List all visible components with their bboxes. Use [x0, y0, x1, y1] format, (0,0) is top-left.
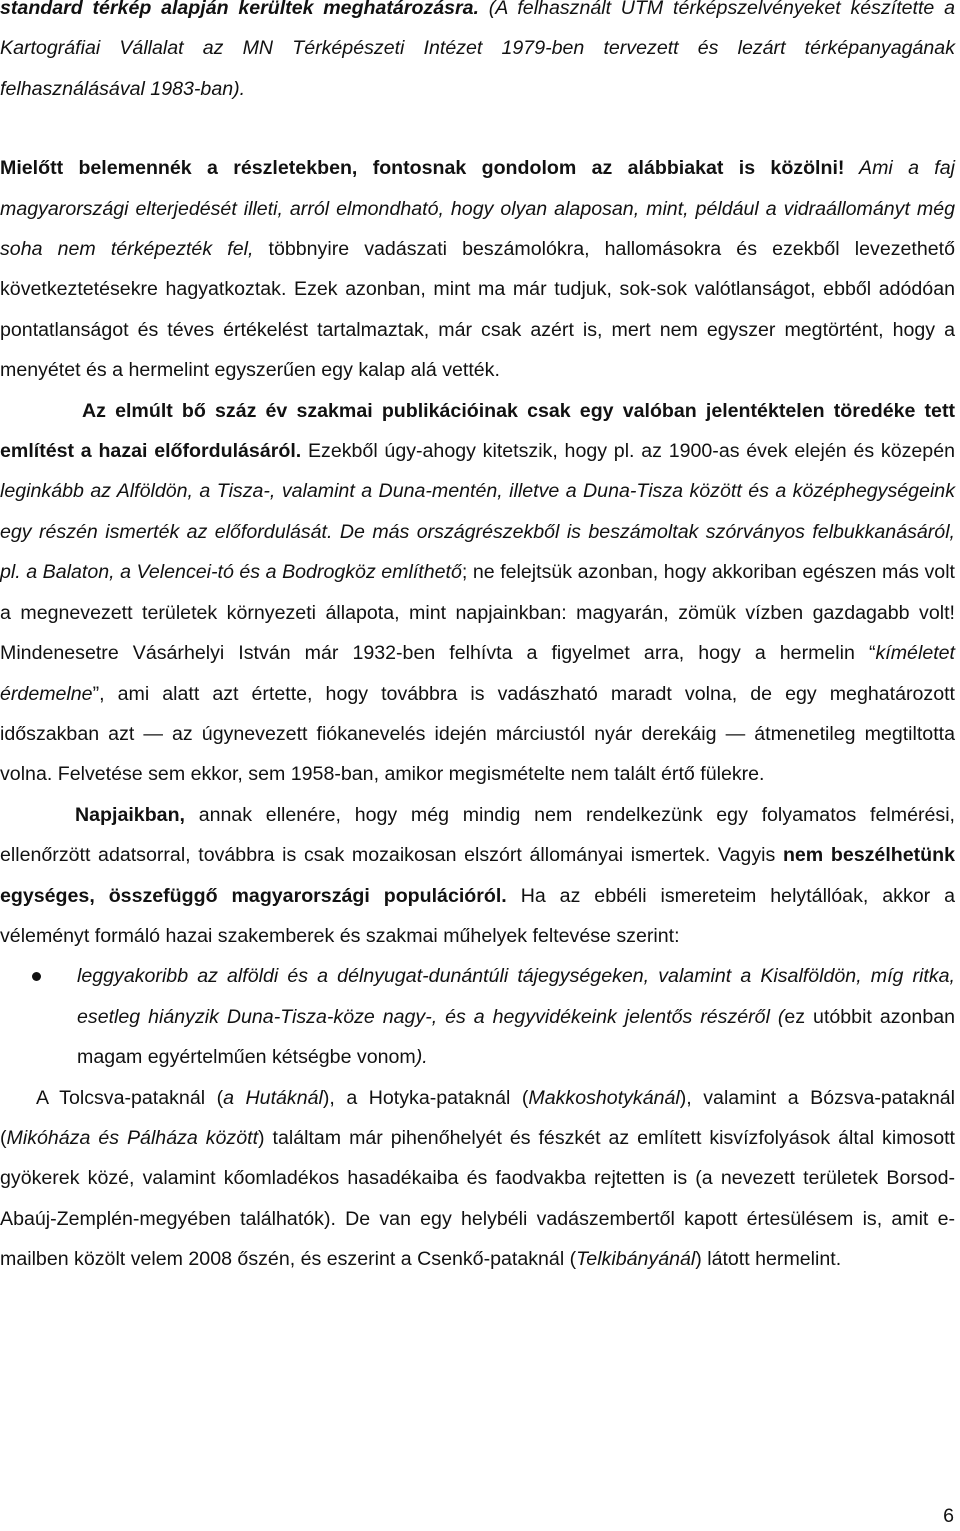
body-text: ”, ami alatt azt értette, hogy továbbra is vadászható maradt volna, de egy meghatározott időszakban azt — az úgynevezett fiókanevelés idején márciustól nyár derekáig — átmenetileg megtiltotta volna. Felvetése sem ekkor, sem 1958-ban, amikor megismételte nem talált értő fülekre. — [0, 682, 955, 786]
bold-italic-text: standard térkép alapján kerültek meghatározásra. — [0, 0, 479, 19]
italic-text: a Hutáknál — [223, 1086, 323, 1109]
italic-text: Makkoshotykánál — [528, 1086, 680, 1109]
page-number: 6 — [943, 1505, 954, 1527]
bold-text: Mielőtt belemennék a részletekben, fontosnak gondolom az alábbiakat is közölni! — [0, 157, 845, 180]
italic-text: kíméletet érdemelne — [0, 642, 955, 705]
paragraph-intro-continuation — [0, 0, 955, 109]
body-text: Ezekből úgy-ahogy kitetszik, hogy pl. az 1900-as évek elején és közepén — [301, 440, 955, 463]
bullet-text — [77, 956, 955, 1077]
bold-text: nem beszélhetünk egységes, összefüggő magyarországi populációról. — [0, 844, 956, 907]
italic-text: leginkább az Alföldön, a Tisza-, valamint a Duna-mentén, illetve a Duna-Tisza között és a középhegységeink egy részén ismerték az előfordulását. — [0, 480, 955, 543]
body-text: ) találtam már pihenőhelyét és fészkét az említett kisvízfolyások által kimosott gyökerek közé, valamint kőomladékos hasadékaiba és faodvakba rejtetten is (a nevezett területek Borsod-Abaúj-Zemplén-megyében találhatók). De van egy helybéli vadászembertől kapott értesülésem is, amit e-mailben közölt velem 2008 őszén, és eszerint a Csenkő-pataknál ( — [0, 1126, 956, 1271]
italic-text: leggyakoribb az alföldi és a délnyugat-dunántúli tájegységeken, valamint a Kisalföldön, míg ritka, esetleg hiányzik Duna-Tisza-köze nagy-, és a hegyvidékeink jelentős részéről ( — [77, 965, 955, 1028]
paragraph-present-day — [0, 795, 955, 957]
italic-text: Telkibányánál — [576, 1248, 696, 1271]
body-text: ), valamint a Bózsva-pataknál ( — [0, 1086, 955, 1149]
paragraph-distribution-history — [0, 148, 955, 390]
italic-text: Mikóháza és Pálháza között — [6, 1126, 259, 1149]
body-text: A Tolcsva-pataknál ( — [36, 1086, 224, 1109]
body-text: ), a Hotyka-pataknál ( — [322, 1086, 529, 1109]
italic-text: Ami a faj magyarországi elterjedését illeti, arról elmondható, hogy olyan alaposan, mint, például a vidraállományt még soha nem térképezték fel, — [0, 157, 955, 261]
body-text: Ha az ebbéli ismereteim helytállóak, akkor a véleményt formáló hazai szakemberek és szakmai műhelyek feltevése szerint: — [0, 884, 955, 947]
bold-text: Napjaikban, — [75, 803, 185, 826]
bold-text: Az elmúlt bő száz év szakmai publikációinak csak egy valóban jelentéktelen töredéke tett említést a hazai előfordulásáról. — [0, 399, 955, 463]
body-text: ) látott hermelint. — [695, 1248, 842, 1271]
italic-text: De más országrészekből is beszámoltak szórványos felbukkanásáról, pl. a Balaton, a Velencei-tó és a Bodrogköz említhető — [0, 520, 956, 584]
body-text: annak ellenére, hogy még mindig nem rendelkezünk egy folyamatos felmérési, ellenőrzött adatsorral, továbbra is csak mozaikosan elszórt állományai ismertek. Vagyis — [0, 803, 955, 867]
bullet-list — [0, 956, 955, 1077]
paragraph-observations — [0, 1078, 955, 1280]
italic-text: (A felhasznált UTM térképszelvényeket készítette a Kartográfiai Vállalat az MN Térképészeti Intézet 1979-ben tervezett és lezárt térképanyagának felhasználásával 1983-ban). — [0, 0, 955, 100]
body-text: többnyire vadászati beszámolókra, hallomásokra és ezekből levezethető következtetésekre hagyatkoztak. Ezek azonban, mint ma már tudjuk, sok-sok valótlanságot, ebből adódóan pontatlanságot és téves értékelést tartalmaztak, már csak azért is, mert nem egyszer megtörtént, hogy a menyétet és a hermelint egyszerűen egy kalap alá vették. — [0, 238, 955, 382]
paragraph-publications — [0, 391, 955, 795]
list-item — [0, 956, 955, 1077]
body-text: ; ne felejtsük azonban, hogy akkoriban egészen más volt a megnevezett területek környezeti állapota, mint napjainkban: magyarán, zömük vízben gazdagabb volt! Mindenesetre Vásárhelyi István már 1932-ben felhívta a figyelmet arra, hogy a hermelin “ — [0, 561, 955, 665]
italic-text: ). — [415, 1046, 428, 1069]
body-text: ez utóbbit azonban magam egyértelműen kétségbe vonom — [77, 1005, 956, 1069]
bullet-icon — [32, 972, 41, 981]
